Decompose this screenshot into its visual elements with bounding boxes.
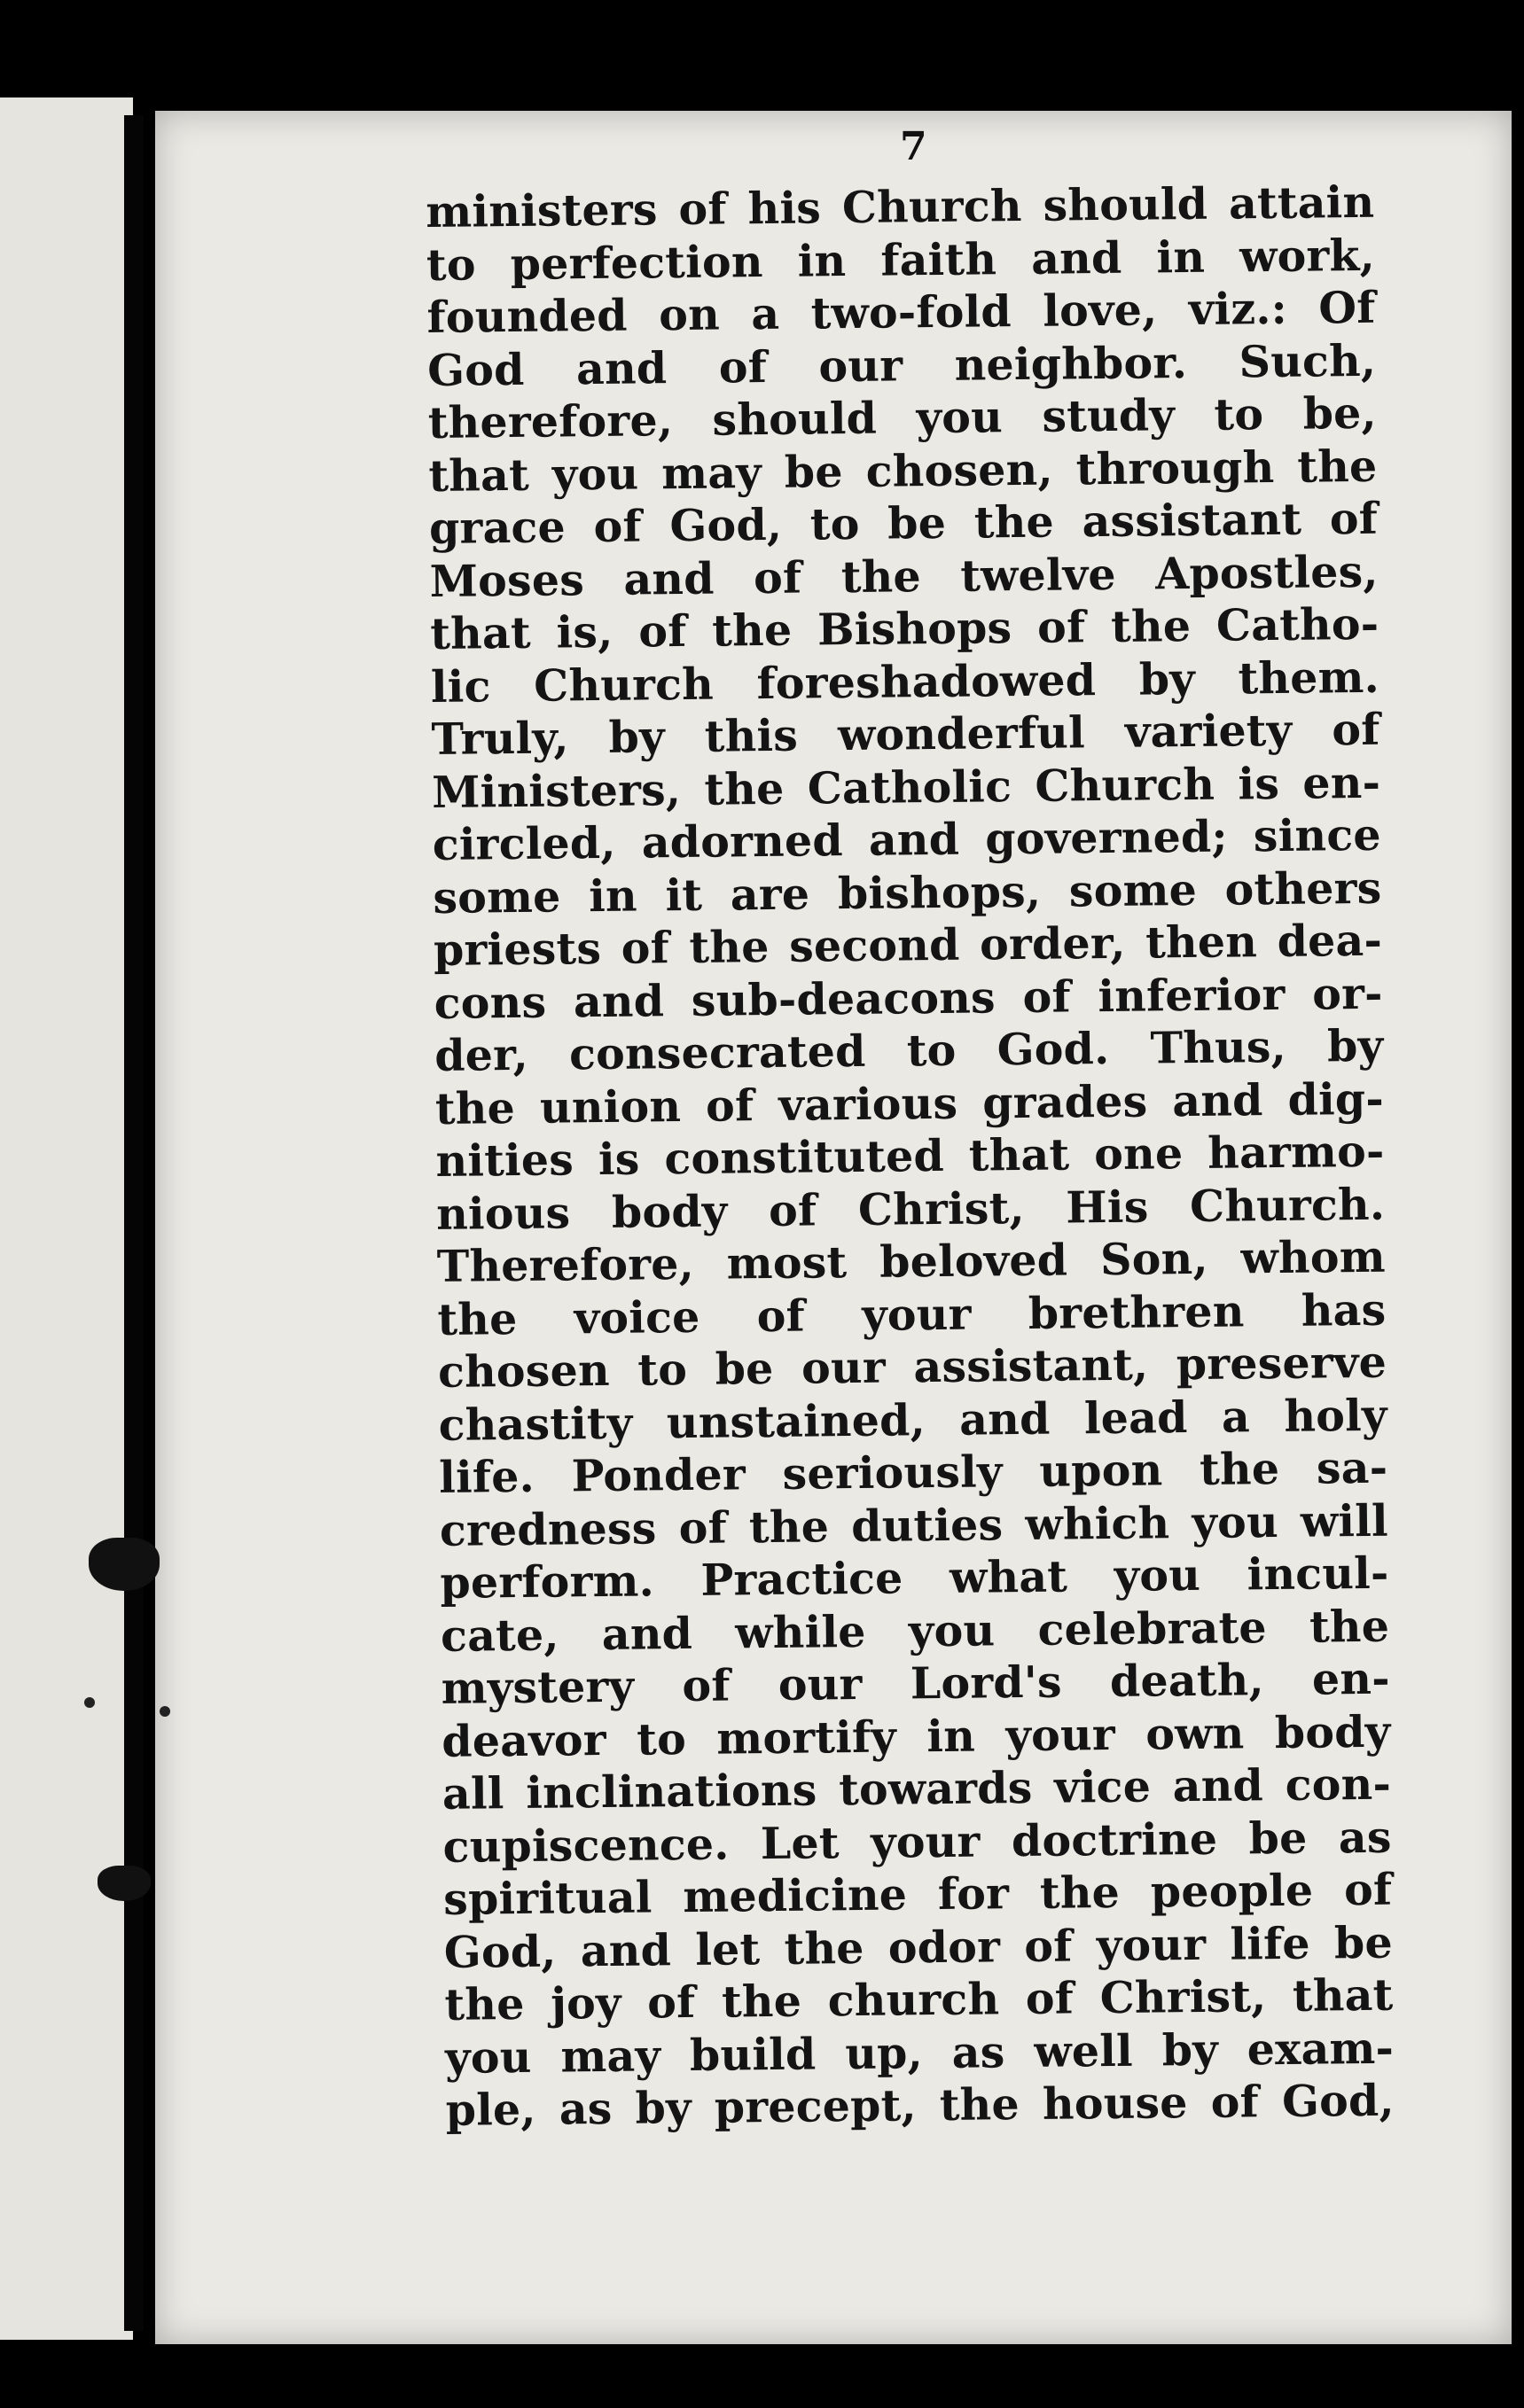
text-line: grace of God, to be the assistant of [428, 492, 1379, 554]
text-line: Therefore, most beloved Son, whom [436, 1230, 1387, 1292]
binding-mark [160, 1706, 170, 1717]
binding-stitch-knot [98, 1866, 151, 1901]
binding-gutter [124, 115, 144, 2331]
text-line: circled, adorned and governed; since [432, 808, 1382, 870]
text-line: cupiscence. Let your doctrine be as [442, 1811, 1392, 1873]
text-line: founded on a two-fold love, viz.: Of [426, 281, 1376, 343]
text-line: therefore, should you study to be, [427, 386, 1378, 448]
text-line: the joy of the church of Christ, that [444, 1968, 1394, 2030]
text-line: Moses and of the twelve Apostles, [429, 545, 1379, 607]
text-line: life. Ponder seriously upon the sa- [438, 1441, 1388, 1503]
body-text [426, 176, 1395, 2138]
text-line: ple, as by precept, the house of God, [445, 2074, 1395, 2136]
text-line: the voice of your brethren has [437, 1283, 1387, 1345]
text-line: mystery of our Lord's death, en- [441, 1652, 1390, 1714]
text-line: that is, of the Bishops of the Catho- [429, 597, 1379, 659]
text-line: credness of the duties which you will [439, 1494, 1389, 1556]
text-line: all inclinations towards vice and con- [442, 1757, 1392, 1820]
page-number: 7 [900, 124, 927, 169]
text-line: perform. Practice what you incul- [440, 1547, 1389, 1609]
text-line: you may build up, as well by exam- [444, 2022, 1395, 2084]
text-line: the union of various grades and dig- [434, 1072, 1385, 1134]
text-line: Truly, by this wonderful variety of [431, 703, 1380, 765]
binding-mark [84, 1697, 95, 1708]
text-line: God and of our neighbor. Such, [426, 334, 1377, 396]
text-line: God, and let the odor of your life be [443, 1916, 1394, 1978]
text-line: Ministers, the Catholic Church is en- [431, 756, 1381, 818]
text-line: some in it are bishops, some others [433, 861, 1382, 923]
text-line: nious body of Christ, His Church. [435, 1178, 1386, 1240]
text-line: priests of the second order, then dea- [433, 914, 1383, 976]
text-line: chosen to be our assistant, preserve [437, 1336, 1387, 1398]
text-line: cons and sub-deacons of inferior or- [434, 967, 1383, 1029]
text-line: chastity unstained, and lead a holy [438, 1389, 1387, 1451]
text-line: that you may be chosen, through the [428, 440, 1378, 502]
binding-stitch-knot [89, 1538, 160, 1591]
text-line: cate, and while you celebrate the [440, 1600, 1390, 1662]
text-line: deavor to mortify in your own body [442, 1705, 1391, 1767]
text-line: spiritual medicine for the people of [442, 1863, 1393, 1925]
text-line: lic Church foreshadowed by them. [430, 651, 1380, 713]
text-line: ministers of his Church should attain [426, 175, 1375, 238]
text-line: der, consecrated to God. Thus, by [434, 1019, 1384, 1081]
text-line: nities is constituted that one harmo- [435, 1125, 1385, 1187]
text-line: to perfection in faith and in work, [426, 229, 1376, 291]
facing-page-edge [0, 97, 133, 2340]
